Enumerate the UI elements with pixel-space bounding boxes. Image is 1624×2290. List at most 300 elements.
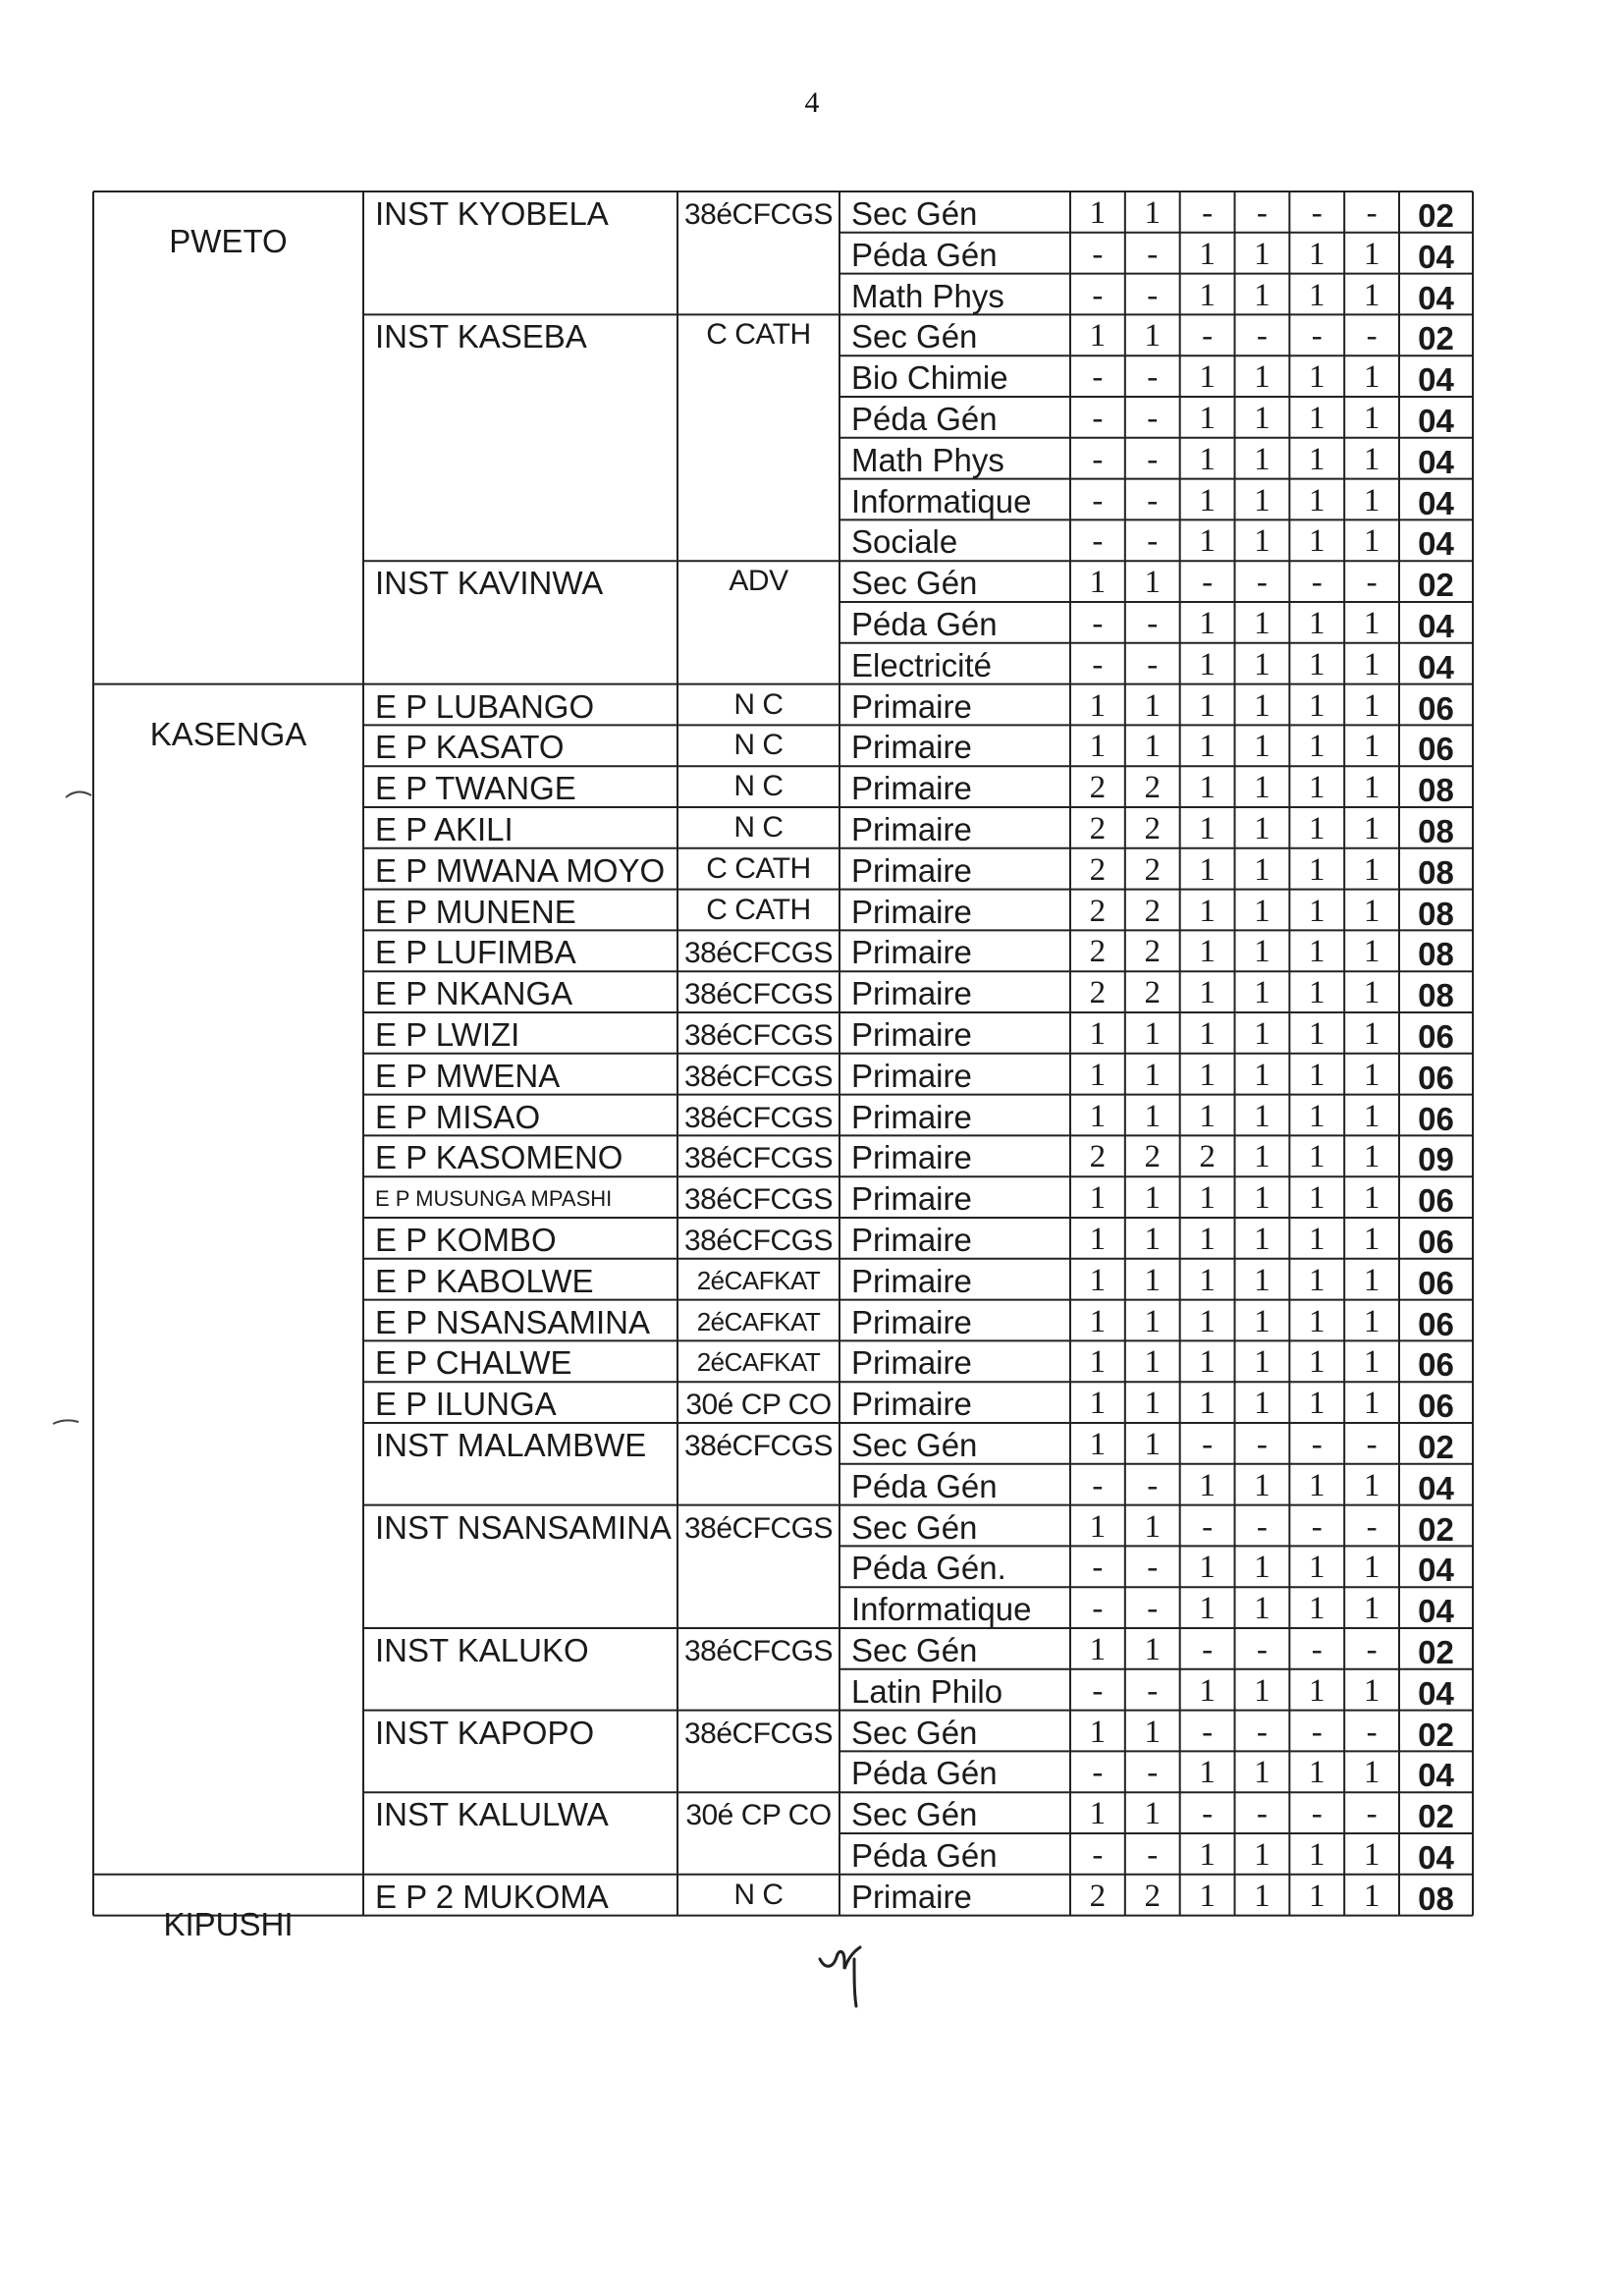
count-cell: - [1366,1427,1378,1462]
count-cell: 1 [1199,893,1216,929]
section-name: Péda Gén [851,606,998,642]
count-cell: - [1311,195,1323,231]
school-name: E P MWANA MOYO [375,851,666,889]
total-cell: 06 [1418,1100,1454,1137]
count-cell: 1 [1363,1222,1380,1257]
total-cell: 08 [1418,936,1454,973]
count-cell: - [1311,1714,1323,1750]
count-cell: 1 [1199,1837,1216,1873]
count-cell: 1 [1199,1262,1216,1298]
count-cell: - [1147,1591,1159,1627]
count-cell: - [1092,482,1104,518]
count-cell: 1 [1308,851,1326,888]
count-cell: 1 [1308,1303,1326,1339]
count-cell: - [1366,318,1378,354]
section-name: Informatique [851,1591,1032,1628]
section-name: Sec Gén [851,1632,978,1668]
school-name: INST MALAMBWE [375,1427,647,1463]
management-code: 38éCFCGS [683,1430,834,1462]
count-cell: 1 [1254,1467,1271,1503]
count-cell: 1 [1199,1180,1216,1217]
count-cell: 1 [1363,1180,1380,1217]
count-cell: - [1366,565,1378,601]
count-cell: 1 [1254,1303,1271,1339]
school-name: E P CHALWE [375,1344,572,1382]
section-name: Sec Gén [851,318,978,355]
management-code: 38éCFCGS [683,1019,834,1052]
section-name: Sec Gén [851,1796,978,1833]
total-cell: 04 [1418,525,1454,563]
total-cell: 04 [1418,238,1454,275]
school-name: E P MUSUNGA MPASHI [375,1186,613,1212]
total-cell: 02 [1418,567,1454,604]
count-cell: - [1311,318,1323,354]
count-cell: 1 [1144,1386,1161,1422]
section-name: Primaire [851,1016,972,1053]
management-code: 38éCFCGS [683,1183,834,1217]
count-cell: 1 [1199,523,1216,560]
school-name: E P LUBANGO [375,687,595,725]
count-cell: - [1202,195,1214,231]
count-cell: 1 [1363,523,1380,560]
school-name: E P LWIZI [375,1016,520,1053]
count-cell: - [1366,195,1378,231]
school-name: E P 2 MUKOMA [375,1878,609,1915]
count-cell: 2 [1144,893,1161,929]
total-cell: 04 [1418,443,1454,480]
count-cell: 1 [1199,851,1216,888]
total-cell: 08 [1418,1880,1454,1917]
count-cell: 1 [1144,1632,1161,1667]
count-cell: 1 [1144,729,1161,765]
total-cell: 02 [1418,1798,1454,1835]
count-cell: - [1092,1467,1104,1503]
section-name: Primaire [851,811,972,847]
section-name: Sec Gén [851,565,978,602]
count-cell: 1 [1254,1591,1271,1627]
count-cell: 1 [1254,811,1271,846]
count-cell: 1 [1254,1550,1271,1586]
management-code: C CATH [706,893,811,926]
count-cell: - [1202,1427,1214,1462]
school-name: INST KALULWA [375,1796,609,1833]
count-cell: 1 [1254,851,1271,888]
count-cell: 1 [1363,1386,1380,1422]
section-name: Péda Gén [851,236,998,273]
count-cell: - [1202,1796,1214,1832]
school-name: E P ILUNGA [375,1386,557,1423]
count-cell: 1 [1199,482,1216,518]
count-cell: 1 [1199,441,1216,477]
count-cell: 1 [1199,934,1216,970]
count-cell: 1 [1254,277,1271,313]
count-cell: 1 [1308,811,1326,846]
total-cell: 02 [1418,1716,1454,1753]
count-cell: 2 [1089,934,1107,970]
section-name: Primaire [851,1222,972,1258]
count-cell: 1 [1254,770,1271,806]
management-code: 38éCFCGS [683,1101,834,1134]
count-cell: 1 [1363,441,1380,477]
count-cell: 1 [1089,1016,1107,1052]
count-cell: - [1092,1837,1104,1873]
count-cell: - [1311,1796,1323,1832]
region-name: PWETO [169,223,288,259]
count-cell: 1 [1254,1672,1271,1709]
count-cell: 1 [1089,1796,1107,1832]
count-cell: 1 [1308,1222,1326,1257]
school-name: E P TWANGE [375,770,576,807]
count-cell: 1 [1089,1222,1107,1257]
count-cell: - [1092,1755,1104,1791]
count-cell: 1 [1089,1632,1107,1667]
total-cell: 04 [1418,1839,1454,1876]
count-cell: 1 [1363,1098,1380,1134]
count-cell: 1 [1199,1222,1216,1257]
count-cell: 1 [1199,1344,1216,1381]
count-cell: 1 [1089,1386,1107,1422]
section-name: Primaire [851,1262,972,1299]
school-name: INST KALUKO [375,1632,589,1668]
count-cell: 1 [1089,687,1107,724]
count-cell: 2 [1089,851,1107,888]
count-cell: 1 [1199,1386,1216,1422]
section-name: Primaire [851,1057,972,1094]
count-cell: - [1202,1508,1214,1545]
count-cell: 1 [1089,1303,1107,1339]
school-name: E P NKANGA [375,975,573,1012]
count-cell: 1 [1144,1180,1161,1217]
total-cell: 08 [1418,853,1454,891]
count-cell: 1 [1254,1180,1271,1217]
count-cell: - [1202,318,1214,354]
section-name: Primaire [851,1344,972,1382]
section-name: Primaire [851,1386,972,1423]
count-cell: 1 [1308,1180,1326,1217]
section-name: Sec Gén [851,195,978,232]
section-name: Math Phys [851,441,1004,478]
management-code: 30é CP CO [685,1389,832,1422]
section-name: Sec Gén [851,1508,978,1546]
total-cell: 04 [1418,1757,1454,1794]
count-cell: - [1311,1632,1323,1667]
school-name: E P MWENA [375,1057,561,1094]
count-cell: 2 [1089,975,1107,1011]
count-cell: 2 [1089,1878,1107,1914]
count-cell: 1 [1363,729,1380,765]
count-cell: 1 [1254,1139,1271,1175]
count-cell: 1 [1308,236,1326,272]
count-cell: 1 [1363,236,1380,272]
count-cell: 1 [1089,1262,1107,1298]
count-cell: 1 [1254,359,1271,396]
count-cell: 1 [1089,1057,1107,1093]
count-cell: 1 [1308,687,1326,724]
count-cell: - [1311,1508,1323,1545]
count-cell: - [1147,236,1159,272]
school-name: INST KYOBELA [375,195,609,232]
total-cell: 04 [1418,361,1454,399]
count-cell: - [1147,277,1159,313]
total-cell: 06 [1418,1059,1454,1096]
count-cell: 1 [1199,770,1216,806]
count-cell: - [1147,482,1159,518]
section-name: Bio Chimie [851,359,1008,397]
count-cell: 1 [1308,975,1326,1011]
count-cell: 1 [1308,934,1326,970]
section-name: Electricité [851,646,993,683]
school-name: E P KABOLWE [375,1262,594,1299]
count-cell: 2 [1144,851,1161,888]
school-name: INST NSANSAMINA [375,1508,672,1546]
count-cell: 1 [1254,1755,1271,1791]
count-cell: 1 [1308,441,1326,477]
count-cell: 1 [1308,359,1326,396]
count-cell: - [1147,523,1159,560]
management-code: 38éCFCGS [683,1060,834,1093]
count-cell: 1 [1363,975,1380,1011]
count-cell: 1 [1144,1262,1161,1298]
count-cell: 1 [1363,1672,1380,1709]
count-cell: - [1311,1427,1323,1462]
margin-mark [51,1414,81,1430]
section-name: Primaire [851,851,972,889]
count-cell: 1 [1363,851,1380,888]
count-cell: 1 [1199,1755,1216,1791]
school-name: E P AKILI [375,811,514,847]
count-cell: 1 [1254,523,1271,560]
page-number: 4 [804,86,820,119]
count-cell: 1 [1308,401,1326,436]
count-cell: 1 [1363,401,1380,436]
count-cell: 1 [1144,565,1161,601]
count-cell: 1 [1363,277,1380,313]
management-code: N C [733,729,784,762]
count-cell: 1 [1308,482,1326,518]
school-name: E P MISAO [375,1098,541,1135]
section-name: Primaire [851,1139,972,1176]
total-cell: 06 [1418,689,1454,727]
school-name: E P LUFIMBA [375,934,576,971]
total-cell: 02 [1418,1634,1454,1670]
count-cell: 1 [1254,934,1271,970]
count-cell: 1 [1089,729,1107,765]
management-code: N C [733,770,784,803]
count-cell: 1 [1089,1344,1107,1381]
management-code: C CATH [706,318,811,352]
count-cell: 1 [1144,1303,1161,1339]
total-cell: 04 [1418,1593,1454,1630]
count-cell: 1 [1199,1550,1216,1586]
count-cell: 1 [1363,1262,1380,1298]
count-cell: 1 [1254,482,1271,518]
count-cell: 1 [1254,687,1271,724]
count-cell: 1 [1254,401,1271,436]
count-cell: 1 [1089,565,1107,601]
total-cell: 08 [1418,772,1454,809]
count-cell: - [1256,565,1268,601]
count-cell: 1 [1308,729,1326,765]
section-name: Primaire [851,1878,972,1915]
count-cell: - [1366,1508,1378,1545]
count-cell: 1 [1199,1016,1216,1052]
count-cell: - [1147,1467,1159,1503]
section-name: Primaire [851,1180,972,1218]
count-cell: - [1092,441,1104,477]
count-cell: - [1092,359,1104,396]
count-cell: 1 [1363,1016,1380,1052]
count-cell: 1 [1199,401,1216,436]
total-cell: 06 [1418,1346,1454,1384]
total-cell: 02 [1418,197,1454,234]
total-cell: 04 [1418,1552,1454,1589]
count-cell: - [1256,1508,1268,1545]
section-name: Sec Gén [851,1714,978,1751]
count-cell: 1 [1089,1508,1107,1545]
count-cell: - [1311,565,1323,601]
count-cell: 2 [1144,1878,1161,1914]
count-cell: 1 [1308,606,1326,641]
section-name: Math Phys [851,277,1004,314]
count-cell: - [1147,1755,1159,1791]
count-cell: 1 [1308,1057,1326,1093]
section-name: Primaire [851,770,972,807]
total-cell: 06 [1418,1264,1454,1301]
count-cell: - [1092,236,1104,272]
section-name: Primaire [851,729,972,766]
count-cell: 1 [1308,1591,1326,1627]
management-code: 2éCAFKAT [696,1347,821,1378]
count-cell: - [1147,401,1159,436]
count-cell: - [1256,1796,1268,1832]
count-cell: 1 [1308,1672,1326,1709]
count-cell: 1 [1089,195,1107,231]
count-cell: 1 [1144,1098,1161,1134]
school-name: INST KAPOPO [375,1714,595,1751]
count-cell: 1 [1254,1878,1271,1914]
count-cell: - [1366,1632,1378,1667]
school-name: E P NSANSAMINA [375,1303,650,1340]
management-code: N C [733,811,784,844]
section-name: Primaire [851,687,972,725]
count-cell: 1 [1363,1755,1380,1791]
count-cell: 1 [1144,318,1161,354]
count-cell: - [1092,1672,1104,1709]
count-cell: 1 [1363,1591,1380,1627]
management-code: 38éCFCGS [683,1717,834,1750]
count-cell: 1 [1144,687,1161,724]
section-name: Péda Gén [851,1755,998,1792]
count-cell: 1 [1144,1057,1161,1093]
count-cell: 2 [1089,1139,1107,1175]
school-name: E P KASOMENO [375,1139,623,1176]
count-cell: 1 [1254,1098,1271,1134]
count-cell: 1 [1199,687,1216,724]
count-cell: - [1147,359,1159,396]
count-cell: 1 [1199,1591,1216,1627]
count-cell: 1 [1254,646,1271,682]
count-cell: 1 [1199,729,1216,765]
count-cell: 1 [1144,1714,1161,1750]
count-cell: - [1256,1427,1268,1462]
count-cell: 1 [1254,729,1271,765]
count-cell: 2 [1144,934,1161,970]
management-code: N C [733,1878,784,1911]
count-cell: 1 [1308,1016,1326,1052]
count-cell: 1 [1308,277,1326,313]
count-cell: 1 [1363,606,1380,641]
count-cell: 1 [1199,811,1216,846]
total-cell: 08 [1418,977,1454,1014]
total-cell: 06 [1418,1224,1454,1260]
school-name: E P KASATO [375,729,565,766]
count-cell: 1 [1254,975,1271,1011]
section-name: Péda Gén [851,1837,998,1874]
management-code: 2éCAFKAT [696,1265,821,1295]
total-cell: 02 [1418,1429,1454,1465]
total-cell: 04 [1418,1469,1454,1506]
count-cell: - [1147,441,1159,477]
total-cell: 08 [1418,895,1454,932]
count-cell: - [1202,565,1214,601]
count-cell: 1 [1199,1878,1216,1914]
count-cell: 1 [1199,606,1216,641]
management-code: ADV [729,565,788,598]
count-cell: 1 [1254,441,1271,477]
management-code: 30é CP CO [685,1799,832,1832]
count-cell: 1 [1254,1837,1271,1873]
count-cell: 1 [1308,1098,1326,1134]
count-cell: 1 [1199,359,1216,396]
region-name: KASENGA [149,715,307,752]
count-cell: 1 [1308,1550,1326,1586]
count-cell: - [1256,318,1268,354]
count-cell: - [1147,1672,1159,1709]
count-cell: 1 [1089,1098,1107,1134]
count-cell: 1 [1254,1057,1271,1093]
count-cell: 1 [1363,934,1380,970]
count-cell: 1 [1363,482,1380,518]
count-cell: - [1092,646,1104,682]
management-code: 38éCFCGS [683,937,834,970]
count-cell: 1 [1363,1344,1380,1381]
management-code: 38éCFCGS [683,1225,834,1257]
section-name: Informatique [851,482,1032,519]
section-name: Primaire [851,1303,972,1340]
handwritten-initials [815,1939,874,2008]
school-name: INST KAVINWA [375,565,604,602]
count-cell: 2 [1089,893,1107,929]
count-cell: - [1092,401,1104,436]
count-cell: 1 [1199,277,1216,313]
count-cell: 1 [1254,1262,1271,1298]
count-cell: 1 [1199,1057,1216,1093]
total-cell: 06 [1418,1018,1454,1055]
count-cell: - [1092,1550,1104,1586]
section-name: Sociale [851,523,958,561]
count-cell: 1 [1308,1386,1326,1422]
management-code: C CATH [706,851,811,885]
count-cell: 1 [1363,1057,1380,1093]
count-cell: 1 [1254,606,1271,641]
total-cell: 04 [1418,403,1454,439]
total-cell: 04 [1418,608,1454,644]
management-code: 38éCFCGS [683,1635,834,1667]
count-cell: 1 [1308,1878,1326,1914]
count-cell: 1 [1254,1386,1271,1422]
section-name: Péda Gén [851,401,998,437]
count-cell: 1 [1308,1467,1326,1503]
